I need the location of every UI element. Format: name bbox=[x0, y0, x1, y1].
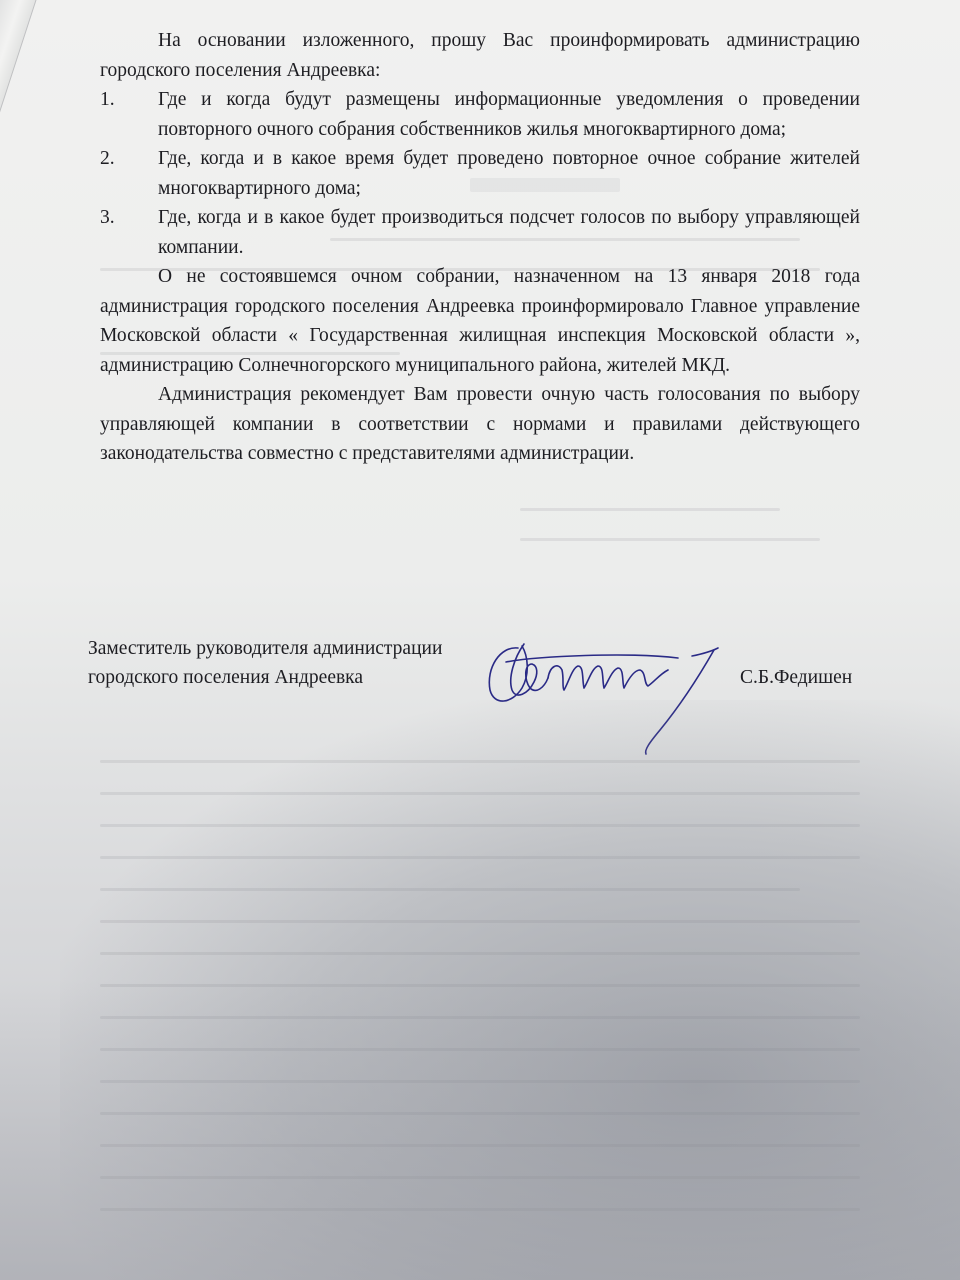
list-item-number: 2. bbox=[100, 148, 115, 169]
list-item-text: Где, когда и в какое будет производиться подсчет голосов по выбору управляющей компании. bbox=[158, 207, 860, 258]
list-item-number: 3. bbox=[100, 207, 115, 228]
list-item-text: Где и когда будут размещены информационные уведомления о проведении повторного очного собрания собственников жилья многоквартирного дома; bbox=[158, 89, 860, 140]
handwritten-signature bbox=[478, 618, 748, 768]
meeting-paragraph: О не состоявшемся очном собрании, назначенном на 13 января 2018 года администрация городского поселения Андреевка проинформировало Главное управление Московской области « Государственная жилищная инспекция Московской области », администрацию Солнечногорского муниципального района, жителей МКД. bbox=[100, 266, 860, 376]
list-item bbox=[100, 85, 860, 144]
list-item-text: Где, когда и в какое время будет проведено повторное очное собрание жителей многоквартирного дома; bbox=[158, 148, 860, 199]
intro-paragraph: На основании изложенного, прошу Вас проинформировать администрацию городского поселения Андреевка: bbox=[100, 30, 860, 81]
adjacent-page-edge bbox=[0, 0, 46, 143]
signatory-position-line1: Заместитель руководителя администрации bbox=[88, 638, 443, 659]
list-item-number: 1. bbox=[100, 89, 115, 110]
list-item bbox=[100, 144, 860, 203]
recommendation-paragraph: Администрация рекомендует Вам провести очную часть голосования по выбору управляющей компании в соответствии с нормами и правилами действующего законодательства совместно с представителями администрации. bbox=[100, 384, 860, 464]
phone-shadow bbox=[60, 700, 960, 1280]
signatory-position-line2: городского поселения Андреевка bbox=[88, 667, 364, 688]
list-item bbox=[100, 203, 860, 262]
signatory-name: С.Б.Федишен bbox=[740, 667, 853, 688]
letter-body bbox=[100, 26, 860, 469]
bottom-shadow bbox=[0, 980, 960, 1280]
signatory-position bbox=[88, 634, 442, 692]
